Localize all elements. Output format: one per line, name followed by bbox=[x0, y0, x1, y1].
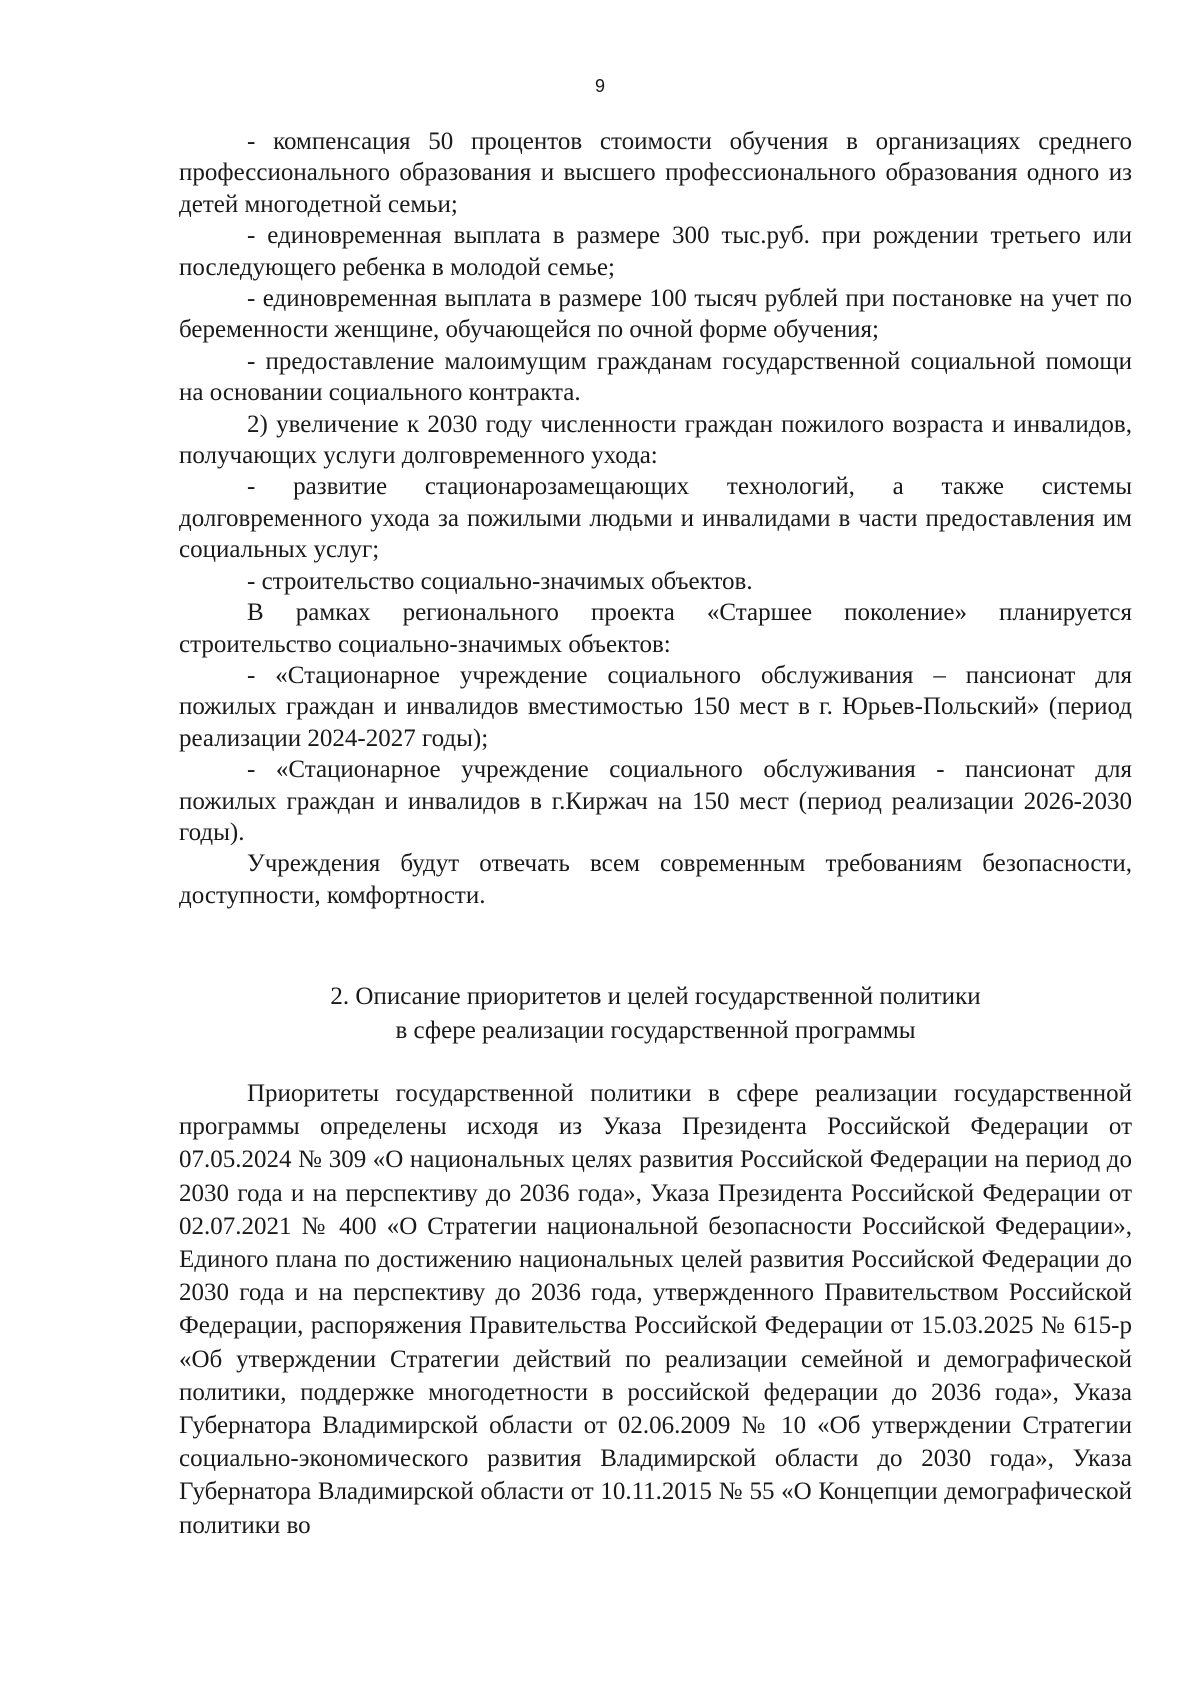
section-one-body bbox=[179, 126, 1132, 911]
paragraph: - компенсация 50 процентов стоимости обучения в организациях среднего профессионального образования и высшего профессионального образования одного из детей многодетной семьи; bbox=[179, 128, 1132, 218]
page-number: 9 bbox=[594, 76, 605, 96]
paragraph: - предоставление малоимущим гражданам государственной социальной помощи на основании социального контракта. bbox=[179, 347, 1132, 407]
paragraph: - единовременная выплата в размере 300 тыс.руб. при рождении третьего или последующего ребенка в молодой семье; bbox=[179, 222, 1132, 281]
paragraph: - «Стационарное учреждение социального обслуживания - пансионат для пожилых граждан и инвалидов в г.Киржач на 150 мест (период реализации 2026-2030 годы). bbox=[179, 756, 1132, 846]
section-two-body bbox=[179, 1077, 1132, 1542]
paragraph: - «Стационарное учреждение социального обслуживания – пансионат для пожилых граждан и инвалидов вместимостью 150 мест в г. Юрьев-Польский» (период реализации 2024-2027 годы); bbox=[179, 661, 1132, 752]
section-heading-line: в сфере реализации государственной программы bbox=[395, 1017, 916, 1044]
paragraph: Приоритеты государственной политики в сфере реализации государственной программы определены исходя из Указа Президента Российской Федерации от 07.05.2024 № 309 «О национальных целях развития Российской Федерации на период до 2030 года и на перспективу до 2036 года», Указа Президента Российской Федерации от 02.07.2021 № 400 «О Стратегии национальной безопасности Российской Федерации», Единого плана по достижению национальных целей развития Российской Федерации до 2030 года и на перспективу до 2036 года, утвержденного Правительством Российской Федерации, распоряжения Правительства Российской Федерации от 15.03.2025 № 615-р «Об утверждении Стратегии действий по реализации семейной и демографической политики, поддержке многодетности в российской федерации до 2036 года», Указа Губернатора Владимирской области от 02.06.2009 № 10 «Об утверждении Стратегии социально-экономического развития Владимирской области до 2030 года», Указа Губернатора Владимирской области от 10.11.2015 № 55 «О Концепции демографической политики во bbox=[179, 1080, 1132, 1539]
section-heading bbox=[179, 980, 1132, 1048]
paragraph: - развитие стационарозамещающих технологий, а также системы долговременного ухода за пожилыми людьми и инвалидами в части предоставления им социальных услуг; bbox=[179, 473, 1132, 564]
section-heading-line: 2. Описание приоритетов и целей государственной политики bbox=[330, 983, 981, 1010]
paragraph: - строительство социально-значимых объектов. bbox=[247, 567, 753, 595]
paragraph: 2) увеличение к 2030 году численности граждан пожилого возраста и инвалидов, получающих услуги долговременного ухода: bbox=[179, 410, 1132, 470]
paragraph: Учреждения будут отвечать всем современным требованиям безопасности, доступности, комфортности. bbox=[179, 850, 1132, 909]
paragraph: В рамках регионального проекта «Старшее поколение» планируется строительство социально-значимых объектов: bbox=[179, 599, 1132, 658]
paragraph: - единовременная выплата в размере 100 тысяч рублей при постановке на учет по беременности женщине, обучающейся по очной форме обучения; bbox=[179, 285, 1132, 344]
